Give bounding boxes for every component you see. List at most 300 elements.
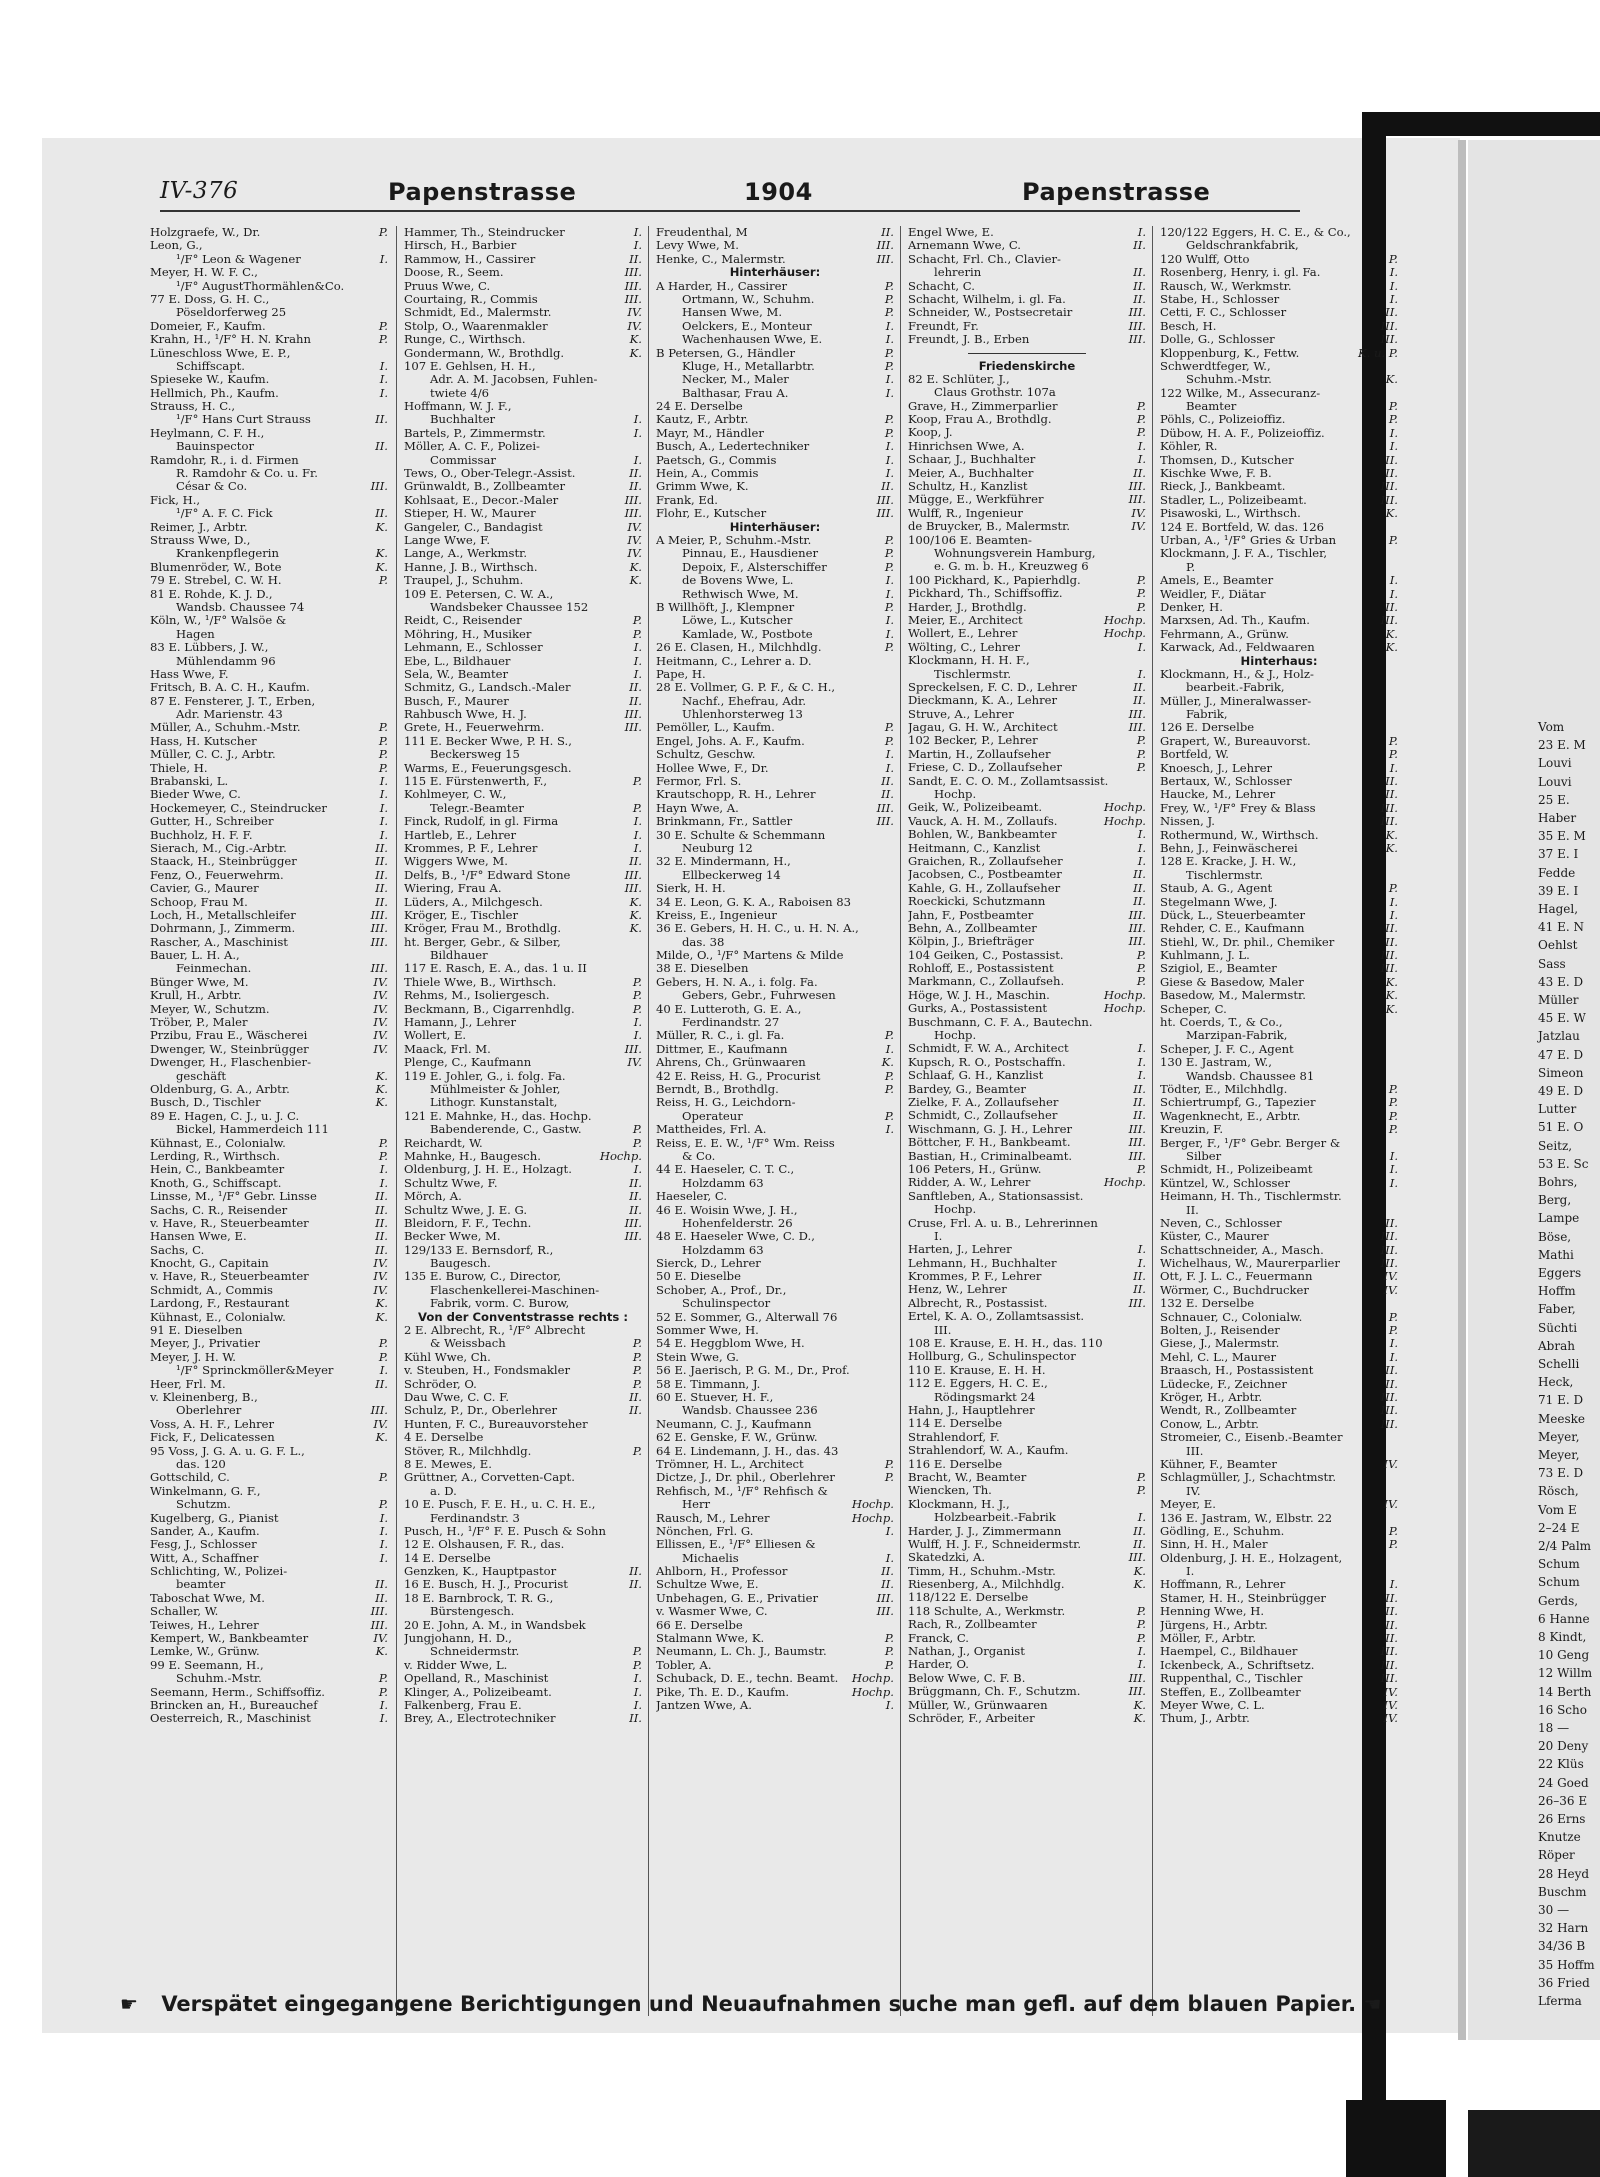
directory-entry (656, 708, 894, 721)
directory-entry (1160, 1445, 1398, 1458)
entry-text: Warms, E., Feuerungsgesch. (404, 761, 572, 775)
entry-text: Kluge, H., Metallarbtr. (682, 359, 815, 373)
directory-entry (908, 574, 1146, 587)
directory-entry (908, 1069, 1146, 1082)
entry-text: Schattschneider, A., Masch. (1160, 1243, 1324, 1257)
entry-text: Loch, H., Metallschleifer (150, 908, 296, 922)
directory-entry (908, 467, 1146, 480)
floor-marker: P. (632, 1444, 642, 1458)
floor-marker: Hochp. (851, 1685, 894, 1699)
floor-marker: II. (1133, 1082, 1146, 1096)
floor-marker: I. (885, 1698, 894, 1712)
directory-entry (404, 534, 642, 547)
directory-entry (404, 1418, 642, 1431)
entry-text: Reimer, J., Arbtr. (150, 520, 248, 534)
directory-entry (908, 868, 1146, 881)
entry-text: Hartleb, E., Lehrer (404, 828, 517, 842)
directory-entry (150, 1565, 388, 1578)
floor-marker: I. (1389, 440, 1398, 454)
directory-entry (1160, 936, 1398, 949)
entry-text: 128 E. Kracke, J. H. W., (1160, 855, 1297, 869)
floor-marker: P. (884, 1069, 894, 1083)
floor-marker: P. (884, 346, 894, 360)
directory-entry (1160, 1150, 1398, 1163)
directory-entry (404, 373, 642, 386)
floor-marker: II. (375, 507, 388, 521)
entry-text: Klockmann, H., & J., Holz- (1160, 667, 1314, 681)
entry-text: 116 E. Derselbe (908, 1457, 1003, 1471)
entry-text: Tischlermstr. (934, 667, 1012, 681)
entry-text: Adr. A. M. Jacobsen, Fuhlen- (430, 373, 598, 387)
entry-text: Steffen, E., Zollbeamter (1160, 1685, 1301, 1699)
street-title-left: Papenstrasse (388, 178, 577, 206)
directory-entry (150, 440, 388, 453)
directory-entry (656, 1471, 894, 1484)
directory-entry (656, 922, 894, 935)
entry-text: Schmidt, H., Polizeibeamt (1160, 1163, 1313, 1177)
floor-marker: II. (1385, 600, 1398, 614)
directory-entry (1160, 1712, 1398, 1725)
floor-marker: III. (624, 266, 642, 280)
entry-text: Beamter (1186, 400, 1237, 414)
floor-marker: III. (370, 480, 388, 494)
entry-text: Lehmann, E., Schlosser (404, 641, 543, 655)
entry-text: Köhler, R. (1160, 440, 1218, 454)
directory-entry (1160, 1699, 1398, 1712)
floor-marker: IV. (627, 533, 642, 547)
directory-entry (1160, 1311, 1398, 1324)
entry-text: 132 E. Derselbe (1160, 1297, 1255, 1311)
directory-entry (1160, 588, 1398, 601)
directory-entry (404, 1190, 642, 1203)
entry-text: Geldschrankfabrik, (1186, 239, 1299, 253)
directory-entry (908, 1578, 1146, 1591)
directory-entry (150, 373, 388, 386)
floor-marker: I. (885, 373, 894, 387)
directory-entry (404, 949, 642, 962)
floor-marker: K. (1133, 1578, 1146, 1592)
entry-text: Höge, W. J. H., Maschin. (908, 988, 1050, 1002)
directory-entry (1160, 1351, 1398, 1364)
directory-entry (908, 775, 1146, 788)
directory-entry (150, 721, 388, 734)
floor-marker: P. (378, 1149, 388, 1163)
floor-marker: P. (884, 306, 894, 320)
entry-text: Bildhauer (430, 949, 488, 963)
directory-entry (656, 1351, 894, 1364)
directory-entry (150, 574, 388, 587)
directory-entry (150, 641, 388, 654)
directory-entry (404, 427, 642, 440)
directory-entry (656, 628, 894, 641)
floor-marker: II. (1133, 279, 1146, 293)
entry-text: v. Have, R., Steuerbeamter (150, 1216, 309, 1230)
floor-marker: P. (884, 1457, 894, 1471)
directory-entry (908, 1310, 1146, 1323)
directory-entry (404, 400, 642, 413)
entry-text: Witt, A., Schaffner (150, 1551, 259, 1565)
entry-text: Rausch, W., Werkmstr. (1160, 279, 1292, 293)
directory-entry (1160, 1538, 1398, 1551)
entry-text: 66 E. Derselbe (656, 1618, 743, 1632)
entry-text: Kreiss, E., Ingenieur (656, 908, 777, 922)
entry-text: Hinterhäuser: (729, 520, 821, 534)
directory-entry (150, 1672, 388, 1685)
directory-entry (1160, 614, 1398, 627)
floor-marker: I. (885, 1042, 894, 1056)
directory-entry (908, 1029, 1146, 1042)
directory-entry (150, 347, 388, 360)
next-page-line: 6 Hanne (1538, 1611, 1590, 1626)
entry-text: Müller, C. C. J., Arbtr. (150, 748, 276, 762)
floor-marker: P. (884, 734, 894, 748)
floor-marker: III. (1380, 1658, 1398, 1672)
entry-text: Genzken, K., Hauptpastor (404, 1565, 557, 1579)
directory-entry (150, 1378, 388, 1391)
entry-text: Frey, W., ¹/F° Frey & Blass (1160, 801, 1316, 815)
next-page-line: 10 Geng (1538, 1648, 1590, 1663)
entry-text: Schaller, W. (150, 1605, 219, 1619)
floor-marker: II. (1385, 1591, 1398, 1605)
next-page-line: 39 E. I (1538, 883, 1579, 898)
entry-text: Rieck, J., Bankbeamt. (1160, 480, 1286, 494)
entry-text: Küntzel, W., Schlosser (1160, 1176, 1290, 1190)
floor-marker: P. (378, 1685, 388, 1699)
floor-marker: P. (378, 1672, 388, 1686)
directory-entry (908, 1391, 1146, 1404)
floor-marker: I. (633, 654, 642, 668)
floor-marker: K. (1385, 641, 1398, 655)
floor-marker: P. (1388, 1310, 1398, 1324)
entry-text: Müller, R. C., i. gl. Fa. (656, 1029, 785, 1043)
directory-entry (908, 386, 1146, 399)
directory-entry (656, 949, 894, 962)
directory-entry (150, 1016, 388, 1029)
directory-entry (404, 655, 642, 668)
directory-entry (150, 1645, 388, 1658)
floor-marker: I. (885, 614, 894, 628)
directory-entry (908, 426, 1146, 439)
entry-text: Lerding, R., Wirthsch. (150, 1149, 280, 1163)
floor-marker: IV. (373, 1632, 388, 1646)
directory-entry (908, 975, 1146, 988)
directory-entry (404, 882, 642, 895)
entry-text: e. G. m. b. H., Kreuzweg 6 (934, 560, 1089, 574)
entry-text: Strauss Wwe, D., (150, 533, 251, 547)
floor-marker: I. (885, 1524, 894, 1538)
next-page-line: 16 Scho (1538, 1702, 1587, 1717)
directory-entry (150, 882, 388, 895)
entry-text: Levy Wwe, M. (656, 239, 739, 253)
entry-text: Kohlmeyer, C. W., (404, 788, 507, 802)
floor-marker: K. (629, 908, 642, 922)
next-page-line: 35 Hoffm (1538, 1957, 1595, 1972)
directory-entry (1160, 1498, 1398, 1511)
floor-marker: II. (1133, 868, 1146, 882)
entry-text: Harten, J., Lehrer (908, 1243, 1012, 1257)
floor-marker: III. (876, 1591, 894, 1605)
directory-entry (150, 320, 388, 333)
directory-entry (656, 641, 894, 654)
entry-text: a. D. (430, 1484, 457, 1498)
entry-text: Kempert, W., Bankbeamter (150, 1632, 309, 1646)
floor-marker: III. (370, 1404, 388, 1418)
entry-text: 42 E. Reiss, H. G., Procurist (656, 1069, 821, 1083)
entry-text: 118/122 E. Derselbe (908, 1591, 1029, 1605)
floor-marker: I. (379, 815, 388, 829)
floor-marker: I. (1137, 1069, 1146, 1083)
directory-entry (908, 1136, 1146, 1149)
floor-marker: II. (881, 1565, 894, 1579)
floor-marker: III. (1380, 1645, 1398, 1659)
entry-text: Dwenger, W., Steinbrügger (150, 1042, 309, 1056)
entry-text: Besch, H. (1160, 319, 1217, 333)
floor-marker: P. (1136, 1631, 1146, 1645)
directory-entry (908, 1283, 1146, 1296)
floor-marker: Hochp. (1103, 1002, 1146, 1016)
entry-text: Dittmer, E., Kaufmann (656, 1042, 788, 1056)
floor-marker: III. (1128, 1122, 1146, 1136)
directory-entry (1160, 842, 1398, 855)
directory-entry (150, 668, 388, 681)
next-page-line: 12 Willm (1538, 1666, 1593, 1681)
floor-marker: I. (379, 359, 388, 373)
entry-text: Vauck, A. H. M., Zollaufs. (908, 814, 1058, 828)
directory-entry (656, 1217, 894, 1230)
entry-text: 50 E. Dieselbe (656, 1270, 741, 1284)
directory-entry (1160, 1070, 1398, 1083)
floor-marker: III. (624, 493, 642, 507)
floor-marker: III. (370, 908, 388, 922)
entry-text: Meyer, W., Schutzm. (150, 1002, 270, 1016)
directory-entry (404, 641, 642, 654)
entry-text: Wandsb. Chaussee 81 (1186, 1069, 1315, 1083)
entry-text: Blumenröder, W., Bote (150, 560, 282, 574)
entry-text: Schoop, Frau M. (150, 895, 248, 909)
directory-entry (150, 976, 388, 989)
floor-marker: III. (1380, 1243, 1398, 1257)
entry-text: Rascher, A., Maschinist (150, 935, 288, 949)
directory-entry (150, 1270, 388, 1283)
floor-marker: K. (629, 895, 642, 909)
entry-text: Rausch, M., Lehrer (656, 1511, 770, 1525)
directory-entry (1160, 1297, 1398, 1310)
directory-entry (908, 306, 1146, 319)
floor-marker: II. (1385, 1377, 1398, 1391)
entry-text: Fermor, Frl. S. (656, 775, 742, 789)
directory-entry (404, 1699, 642, 1712)
directory-entry (656, 306, 894, 319)
directory-entry (908, 1096, 1146, 1109)
directory-entry (908, 935, 1146, 948)
floor-marker: P. (1388, 734, 1398, 748)
directory-entry (150, 614, 388, 627)
entry-text: Busch, F., Maurer (404, 694, 509, 708)
floor-marker: K. (375, 520, 388, 534)
directory-entry (908, 801, 1146, 814)
directory-entry (150, 561, 388, 574)
directory-entry (1160, 775, 1398, 788)
entry-text: Schultz, Geschw. (656, 748, 756, 762)
floor-marker: I. (1389, 574, 1398, 588)
entry-text: Hass, H. Kutscher (150, 734, 257, 748)
directory-entry (1160, 641, 1398, 654)
floor-marker: P. (632, 975, 642, 989)
entry-text: Graichen, R., Zollaufseher (908, 854, 1063, 868)
entry-text: Mahnke, H., Baugesch. (404, 1149, 541, 1163)
directory-entry (150, 1150, 388, 1163)
pointing-hand-icon: ☚ (1363, 1992, 1382, 2016)
entry-text: Staack, H., Steinbrügger (150, 855, 297, 869)
entry-text: 82 E. Schlüter, J., (908, 372, 1010, 386)
directory-entry (404, 588, 642, 601)
entry-text: Winkelmann, G. F., (150, 1484, 261, 1498)
entry-text: Möller, F., Arbtr. (1160, 1632, 1257, 1646)
floor-marker: II. (375, 841, 388, 855)
entry-text: Holzdamm 63 (682, 1243, 764, 1257)
floor-marker: I. (633, 815, 642, 829)
floor-marker: II. (1133, 680, 1146, 694)
directory-entry (908, 1645, 1146, 1658)
entry-text: Linsse, M., ¹/F° Gebr. Linsse (150, 1190, 317, 1204)
floor-marker: IV. (1383, 1498, 1398, 1512)
directory-entry (1160, 1378, 1398, 1391)
entry-text: Stiehl, W., Dr. phil., Chemiker (1160, 935, 1335, 949)
entry-text: Rohloff, E., Postassistent (908, 962, 1054, 976)
next-page-line: Faber, (1538, 1302, 1576, 1317)
floor-marker: P. (1136, 1618, 1146, 1632)
next-page-line: 23 E. M (1538, 738, 1586, 753)
entry-text: Busch, A., Ledertechniker (656, 440, 810, 454)
floor-marker: II. (629, 1712, 642, 1726)
directory-entry (1160, 1471, 1398, 1484)
directory-entry (908, 520, 1146, 533)
directory-entry (404, 628, 642, 641)
next-page-line: 49 E. D (1538, 1084, 1584, 1098)
floor-marker: II. (1133, 1283, 1146, 1297)
directory-entry (656, 239, 894, 252)
floor-marker: IV. (1383, 1457, 1398, 1471)
entry-text: Kahle, G. H., Zollaufseher (908, 881, 1061, 895)
entry-text: Behn, J., Feinwäscherei (1160, 841, 1298, 855)
entry-text: Spreckelsen, F. C. D., Lehrer (908, 680, 1077, 694)
entry-text: Lange, A., Werkmstr. (404, 547, 528, 561)
directory-entry (908, 1083, 1146, 1096)
floor-marker: II. (1385, 922, 1398, 936)
next-page-line: 26 Erns (1538, 1812, 1586, 1826)
entry-text: Kuhlmann, J. L. (1160, 949, 1250, 963)
floor-marker: I. (885, 386, 894, 400)
entry-text: 109 E. Petersen, C. W. A., (404, 587, 554, 601)
entry-text: Schober, A., Prof., Dr., (656, 1283, 787, 1297)
directory-entry (1160, 1284, 1398, 1297)
floor-marker: II. (1385, 1216, 1398, 1230)
entry-text: Fritsch, B. A. C. H., Kaufm. (150, 681, 310, 695)
directory-entry (404, 1284, 642, 1297)
directory-entry (404, 1659, 642, 1672)
directory-entry (908, 1176, 1146, 1189)
directory-entry (404, 1123, 642, 1136)
pointing-hand-icon: ☛ (120, 1992, 138, 2016)
directory-entry (150, 1217, 388, 1230)
directory-entry (908, 493, 1146, 506)
entry-text: Hagen (176, 627, 215, 641)
directory-entry (1160, 1016, 1398, 1029)
entry-text: Basedow, M., Malermstr. (1160, 989, 1306, 1003)
directory-entry (150, 708, 388, 721)
directory-entry (1160, 802, 1398, 815)
directory-entry (404, 1578, 642, 1591)
floor-marker: P. (1388, 1324, 1398, 1338)
entry-text: Zielke, F. A., Zollaufseher (908, 1096, 1059, 1109)
directory-entry (1160, 1337, 1398, 1350)
footer-notice (120, 1992, 1382, 2016)
entry-text: Heitmann, C., Lehrer a. D. (656, 654, 812, 668)
directory-entry (150, 1257, 388, 1270)
directory-entry (908, 1016, 1146, 1029)
floor-marker: III. (1128, 1149, 1146, 1163)
floor-marker: P. (884, 1632, 894, 1646)
entry-text: Bracht, W., Beamter (908, 1470, 1027, 1484)
directory-entry (404, 1538, 642, 1551)
directory-entry (1160, 1163, 1398, 1176)
directory-entry (1160, 1364, 1398, 1377)
entry-text: Küster, C., Maurer (1160, 1230, 1269, 1244)
floor-marker: P. (1136, 975, 1146, 989)
entry-text: Tischlermstr. (1186, 868, 1264, 882)
directory-entry (1160, 480, 1398, 493)
directory-entry (150, 748, 388, 761)
entry-text: Kröger, H., Arbtr. (1160, 1390, 1263, 1404)
entry-text: Dau Wwe, C. C. F. (404, 1390, 510, 1404)
floor-marker: IV. (373, 1016, 388, 1030)
entry-text: Hamann, J., Lehrer (404, 1016, 517, 1030)
entry-text: Schiertrumpf, G., Tapezier (1160, 1096, 1316, 1110)
directory-entry (908, 1377, 1146, 1390)
directory-entry (656, 695, 894, 708)
directory-entry (404, 721, 642, 734)
entry-text: Sierck, D., Lehrer (656, 1257, 761, 1271)
floor-marker: K. (1385, 627, 1398, 641)
directory-entry (150, 1204, 388, 1217)
directory-entry (150, 1578, 388, 1591)
directory-entry (656, 989, 894, 1002)
book-gutter (1458, 140, 1466, 2040)
floor-marker: II. (375, 868, 388, 882)
next-page-line: Knutze (1538, 1830, 1581, 1845)
floor-marker: III. (1380, 1672, 1398, 1686)
directory-entry (150, 1284, 388, 1297)
entry-text: 100 Pickhard, K., Papierhdlg. (908, 573, 1081, 587)
next-page-line: 41 E. N (1538, 920, 1584, 935)
floor-marker: I. (379, 801, 388, 815)
entry-text: v. Kleinenberg, B., (150, 1390, 258, 1404)
directory-entry (908, 1270, 1146, 1283)
floor-marker: II. (629, 681, 642, 695)
entry-text: Bertaux, W., Schlosser (1160, 775, 1292, 789)
floor-marker: I. (633, 841, 642, 855)
entry-text: Schultz Wwe, F. (404, 1176, 498, 1190)
entry-text: Klinger, A., Polizeibeamt. (404, 1685, 552, 1699)
directory-entry (656, 1686, 894, 1699)
floor-marker: III. (1128, 1136, 1146, 1150)
directory-entry (656, 1445, 894, 1458)
floor-marker: P. (1388, 413, 1398, 427)
entry-text: 40 E. Lutteroth, G. E. A., (656, 1002, 802, 1016)
directory-entry (656, 1592, 894, 1605)
entry-text: Hinrichsen Wwe, A. (908, 439, 1025, 453)
directory-entry (908, 1123, 1146, 1136)
